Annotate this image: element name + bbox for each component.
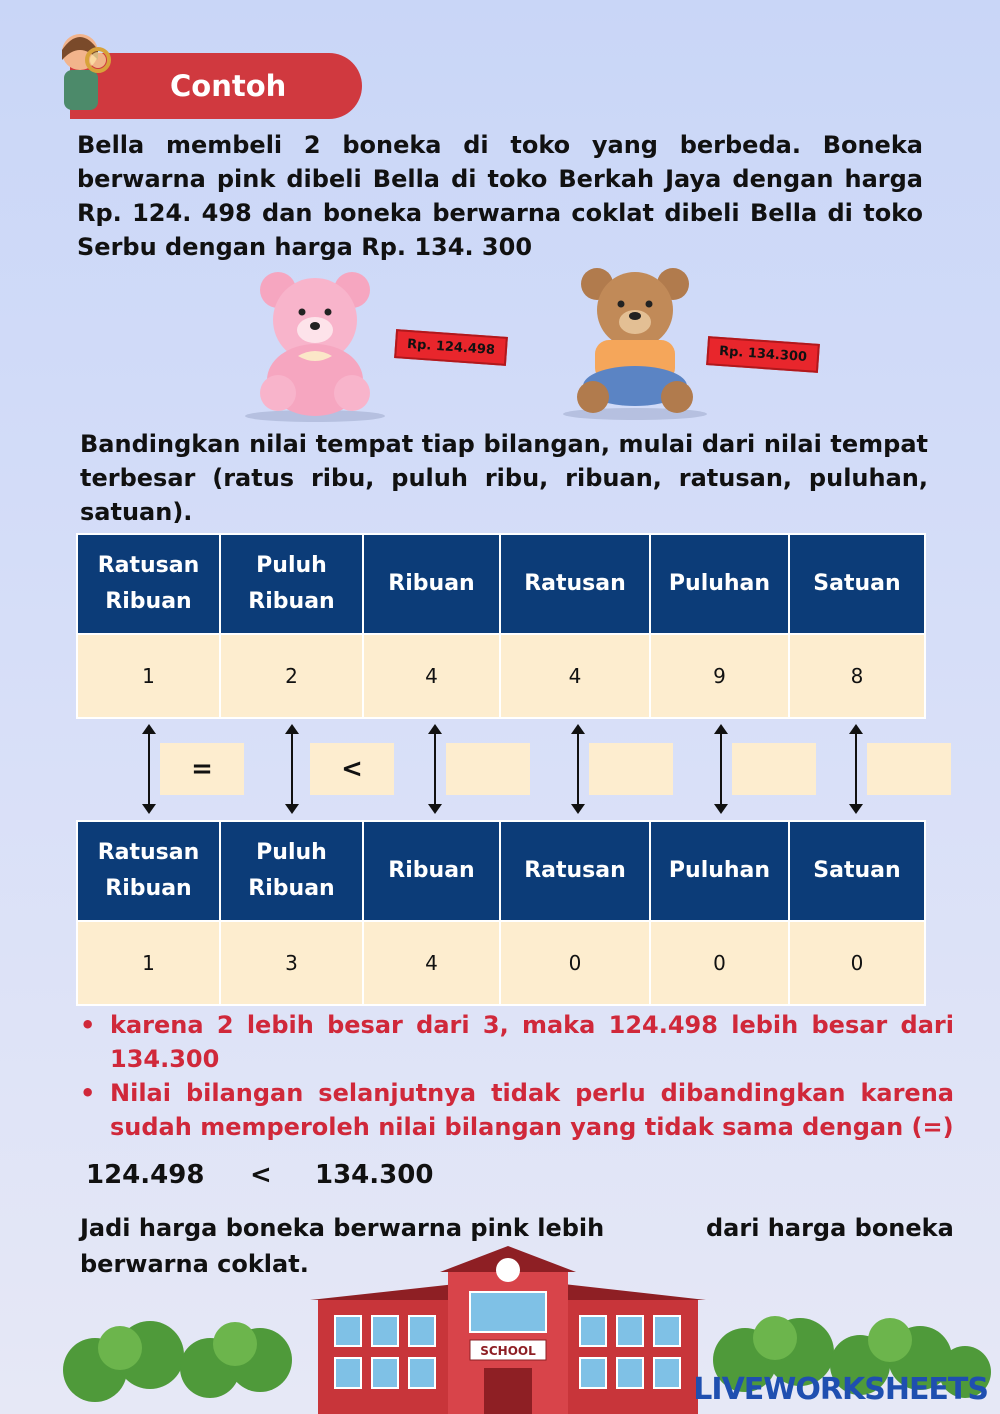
header-puluh-ribuan: Puluh Ribuan [220,534,363,634]
conclusion-part2: dari harga boneka [706,1214,954,1242]
header-ratusan-ribuan: Ratusan Ribuan [77,821,220,921]
pink-teddy-bear-image [240,268,390,423]
digit-cell: 4 [500,634,650,718]
header-satuan: Satuan [789,821,925,921]
explanation-list [80,1008,954,1144]
brown-teddy-bear-image [555,262,715,422]
liveworksheets-logo [693,1372,988,1407]
header-ribuan: Ribuan [363,534,500,634]
comparison-right-number: 134.300 [315,1160,434,1190]
school-sign-text: SCHOOL [480,1344,536,1358]
comparison-sign: < [250,1160,272,1190]
list-item [80,1076,954,1144]
double-arrow-icon [577,726,579,812]
digit-cell: 0 [650,921,789,1005]
header-ratusan: Ratusan [500,534,650,634]
digit-cell: 2 [220,634,363,718]
digit-cell: 0 [500,921,650,1005]
double-arrow-icon [291,726,293,812]
watermark-text: LIVEWORKSHEETS [693,1372,988,1407]
comparison-box-1[interactable]: = [160,743,244,795]
double-arrow-icon [720,726,722,812]
double-arrow-icon [148,726,150,812]
double-arrow-icon [855,726,857,812]
header-satuan: Satuan [789,534,925,634]
comparison-box-4[interactable] [589,743,673,795]
place-value-table-1 [76,533,926,719]
list-item [80,1008,954,1076]
bullet-text: karena 2 lebih besar dari 3, maka 124.498 lebih besar dari 134.300 [110,1011,954,1073]
header-puluhan: Puluhan [650,534,789,634]
bullet-icon: • [80,1011,96,1039]
price-tag-pink: Rp. 124.498 [394,329,508,366]
girl-magnifier-icon [40,30,120,120]
intro-paragraph: Bella membeli 2 boneka di toko yang berbeda. Boneka berwarna pink dibeli Bella di toko Berkah Jaya dengan harga Rp. 124. 498 dan boneka berwarna coklat dibeli Bella di toko Serbu dengan harga Rp. 134. 300 [77,131,923,261]
digit-cell: 4 [363,634,500,718]
comparison-box-3[interactable] [446,743,530,795]
header-puluhan: Puluhan [650,821,789,921]
digit-cell: 3 [220,921,363,1005]
header-ratusan: Ratusan [500,821,650,921]
digit-cell: 1 [77,921,220,1005]
comparison-box-2[interactable]: < [310,743,394,795]
digit-cell: 1 [77,634,220,718]
table-row [77,921,925,1005]
price-tag-brown: Rp. 134.300 [706,336,820,373]
header-ribuan: Ribuan [363,821,500,921]
digit-cell: 9 [650,634,789,718]
conclusion-part1: Jadi harga boneka berwarna pink lebih [80,1214,605,1242]
comparison-left-number: 124.498 [86,1160,205,1190]
comparison-box-6[interactable] [867,743,951,795]
instruction-paragraph: Bandingkan nilai tempat tiap bilangan, mulai dari nilai tempat terbesar (ratus ribu, puluh ribu, ribuan, ratusan, puluhan, satuan). [80,430,928,526]
table-header-row [77,821,925,921]
conclusion-part3: berwarna coklat. [80,1250,309,1278]
digit-cell: 8 [789,634,925,718]
digit-cell: 4 [363,921,500,1005]
header-puluh-ribuan: Puluh Ribuan [220,821,363,921]
comparison-box-5[interactable] [732,743,816,795]
bullet-icon: • [80,1079,96,1107]
header-title: Contoh [170,69,287,103]
bullet-text: Nilai bilangan selanjutnya tidak perlu dibandingkan karena sudah memperoleh nilai bilangan yang tidak sama dengan (=) [110,1079,954,1141]
table-row [77,634,925,718]
place-value-table-2 [76,820,926,1006]
digit-cell: 0 [789,921,925,1005]
header-ratusan-ribuan: Ratusan Ribuan [77,534,220,634]
table-header-row [77,534,925,634]
double-arrow-icon [434,726,436,812]
